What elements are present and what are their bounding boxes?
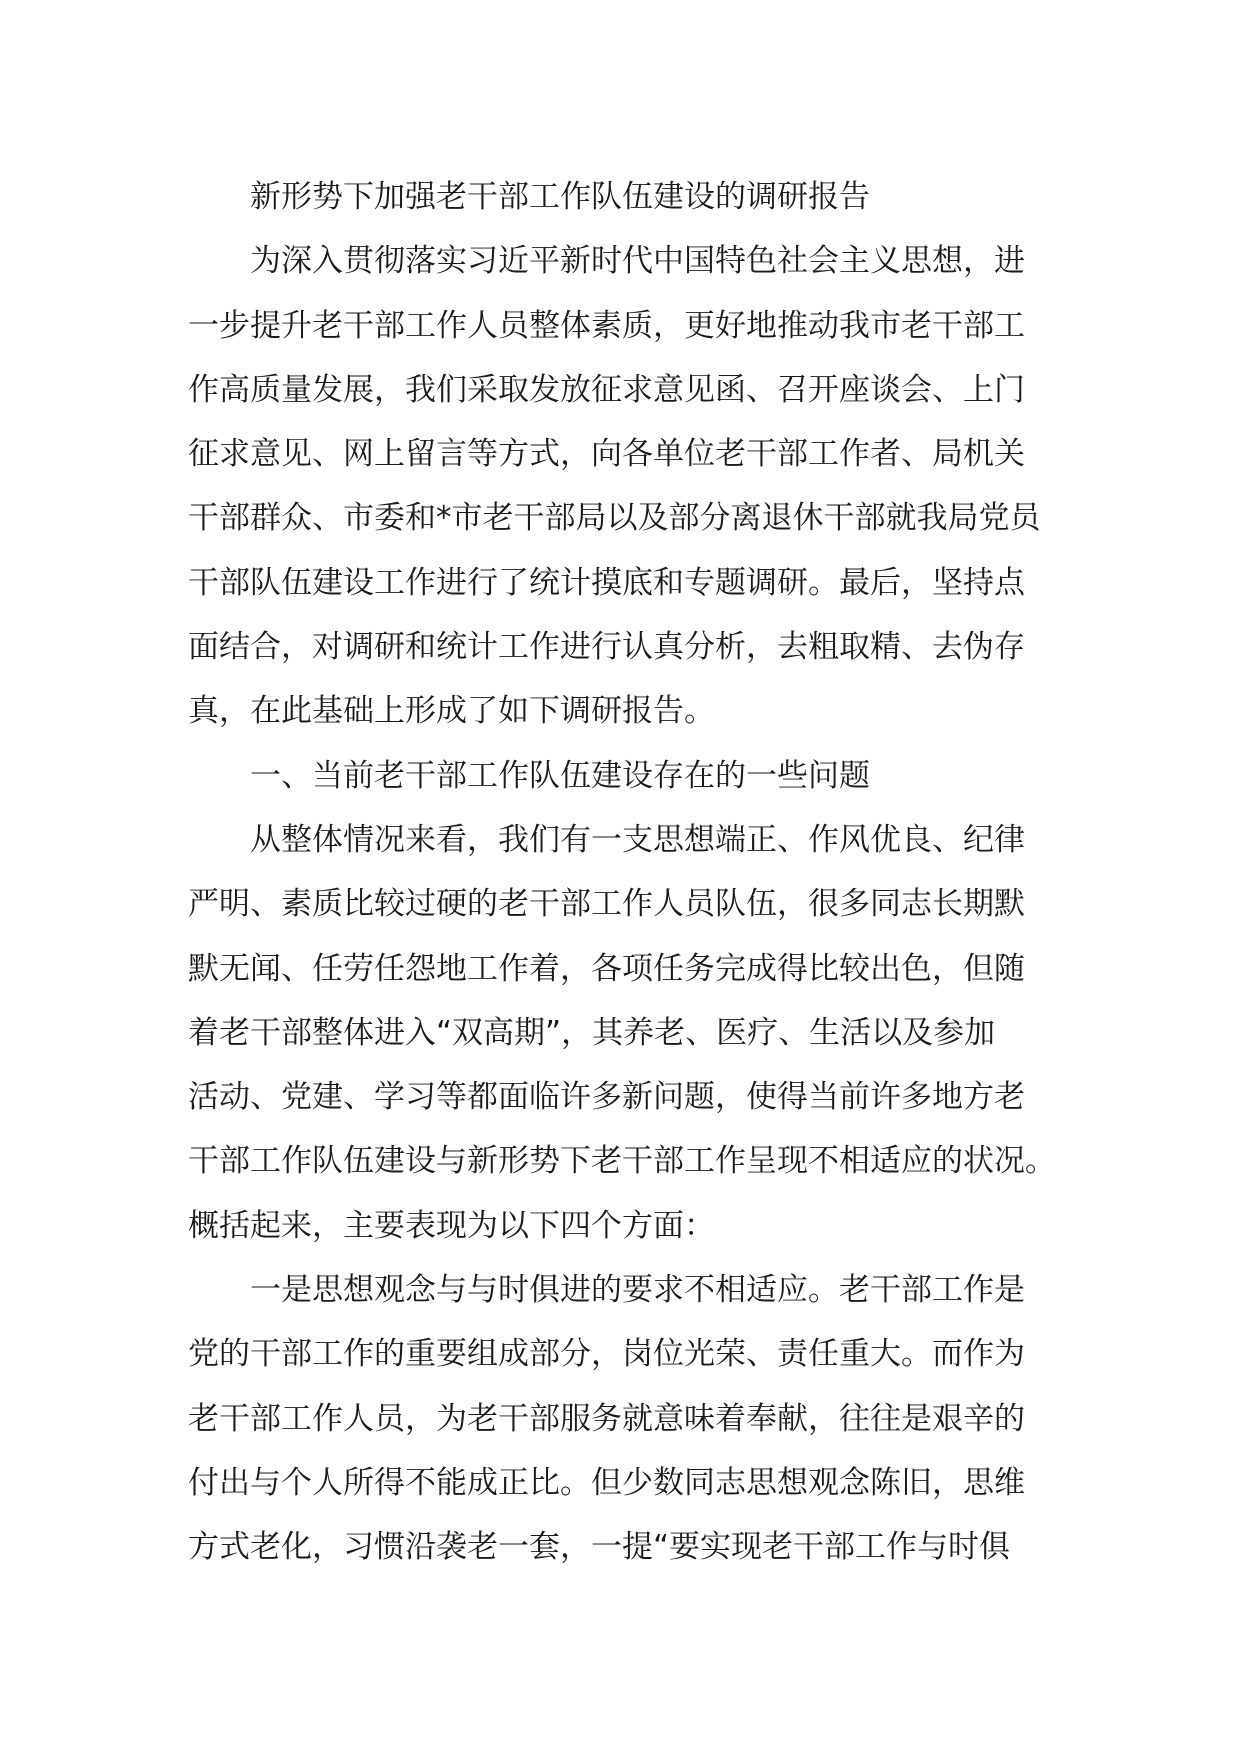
paragraph-line: 干部队伍建设工作进行了统计摸底和专题调研。最后，坚持点 [188, 564, 1025, 601]
paragraph-line: 一是思想观念与与时俱进的要求不相适应。老干部工作是 [250, 1272, 1025, 1309]
paragraph-line: 严明、素质比较过硬的老干部工作人员队伍，很多同志长期默 [188, 886, 1025, 923]
paragraph-line: 作高质量发展，我们采取发放征求意见函、召开座谈会、上门 [188, 371, 1025, 408]
section-heading: 一、当前老干部工作队伍建设存在的一些问题 [250, 757, 870, 794]
paragraph-line: 方式老化，习惯沿袭老一套，一提“要实现老干部工作与时俱 [188, 1529, 1011, 1566]
paragraph-line: 付出与个人所得不能成正比。但少数同志思想观念陈旧，思维 [188, 1464, 1025, 1501]
paragraph-line: 老干部工作人员，为老干部服务就意味着奉献，往往是艰辛的 [188, 1400, 1025, 1437]
document-body [188, 165, 1088, 1580]
paragraph-line: 干部群众、市委和*市老干部局以及部分离退休干部就我局党员 [188, 500, 1041, 537]
paragraph-line: 从整体情况来看，我们有一支思想端正、作风优良、纪律 [250, 821, 1025, 858]
paragraph-line: 干部工作队伍建设与新形势下老干部工作呈现不相适应的状况。 [188, 1143, 1056, 1180]
document-title: 新形势下加强老干部工作队伍建设的调研报告 [250, 179, 870, 215]
paragraph-line: 党的干部工作的重要组成部分，岗位光荣、责任重大。而作为 [188, 1336, 1025, 1373]
paragraph-line: 默无闻、任劳任怨地工作着，各项任务完成得比较出色，但随 [188, 950, 1025, 987]
paragraph-line: 概括起来，主要表现为以下四个方面： [188, 1207, 715, 1244]
paragraph-line: 面结合，对调研和统计工作进行认真分析，去粗取精、去伪存 [188, 629, 1025, 666]
paragraph-line: 活动、党建、学习等都面临许多新问题，使得当前许多地方老 [188, 1079, 1025, 1116]
paragraph-line: 真，在此基础上形成了如下调研报告。 [188, 693, 715, 730]
paragraph-line: 征求意见、网上留言等方式，向各单位老干部工作者、局机关 [188, 436, 1025, 473]
paragraph-line: 着老干部整体进入“双高期”，其养老、医疗、生活以及参加 [188, 1014, 996, 1051]
paragraph-line: 一步提升老干部工作人员整体素质，更好地推动我市老干部工 [188, 307, 1025, 344]
paragraph-line: 为深入贯彻落实习近平新时代中国特色社会主义思想，进 [250, 243, 1025, 280]
